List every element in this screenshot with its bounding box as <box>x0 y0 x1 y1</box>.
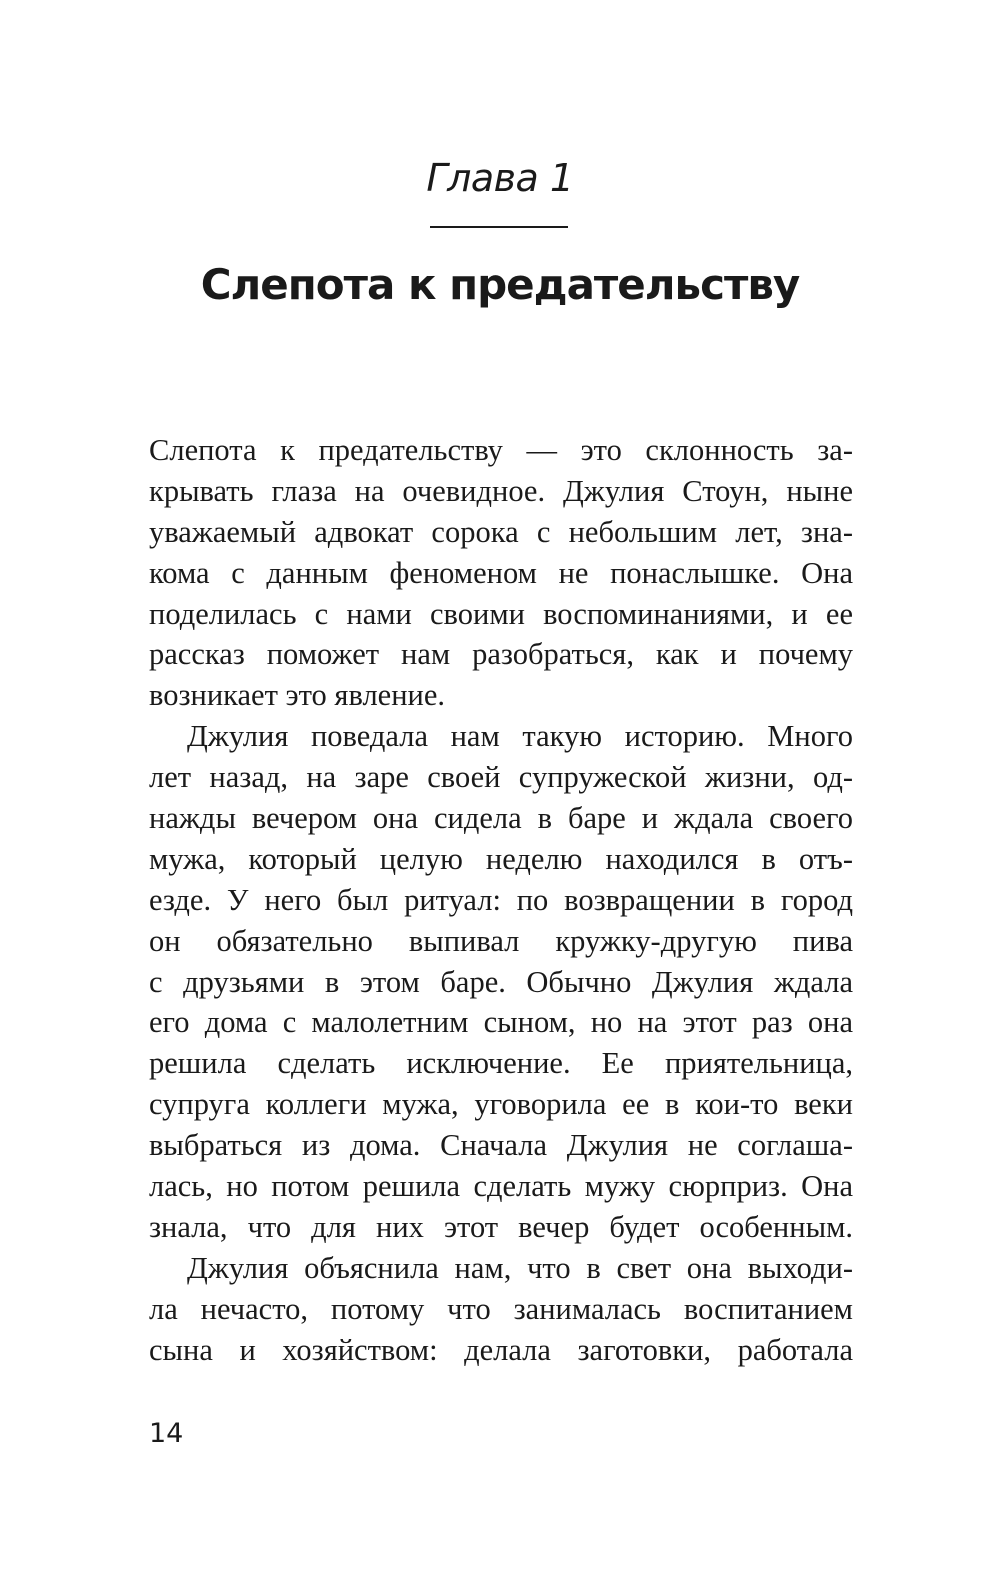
text-line: нажды вечером она сидела в баре и ждала своего <box>149 801 853 836</box>
page-number: 14 <box>149 1418 184 1449</box>
text-line: он обязательно выпивал кружку-другую пива <box>149 923 853 958</box>
text-line: с друзьями в этом баре. Обычно Джулия ждала <box>149 964 853 999</box>
text-line: лет назад, на заре своей супружеской жизни, од- <box>149 760 853 795</box>
chapter-title: Слепота к предательству <box>200 260 800 309</box>
text-line: выбраться из дома. Сначала Джулия не соглаша- <box>149 1128 853 1163</box>
text-line: лась, но потом решила сделать мужу сюрприз. Она <box>149 1169 853 1204</box>
text-line: езде. У него был ритуал: по возвращении в город <box>149 882 853 917</box>
body-text <box>149 430 853 1370</box>
text-line: кома с данным феноменом не понаслышке. Она <box>149 555 853 590</box>
text-line: мужа, который целую неделю находился в отъ- <box>149 841 853 876</box>
text-line: поделилась с нами своими воспоминаниями, и ее <box>149 596 853 631</box>
text-line: знала, что для них этот вечер будет особенным. <box>149 1209 853 1244</box>
text-line: возникает это явление. <box>149 678 446 713</box>
text-line: рассказ поможет нам разобраться, как и почему <box>149 637 853 672</box>
text-line: Джулия поведала нам такую историю. Много <box>187 719 853 754</box>
text-line: сына и хозяйством: делала заготовки, работала <box>149 1332 853 1367</box>
chapter-divider <box>430 226 568 228</box>
text-line: его дома с малолетним сыном, но на этот раз она <box>149 1005 853 1040</box>
text-line: ла нечасто, потому что занималась воспитанием <box>149 1291 853 1326</box>
chapter-label: Глава 1 <box>426 156 574 200</box>
text-line: Джулия объяснила нам, что в свет она выходи- <box>187 1250 853 1285</box>
text-line: решила сделать исключение. Ее приятельница, <box>149 1046 853 1081</box>
text-line: уважаемый адвокат сорока с небольшим лет, зна- <box>149 514 853 549</box>
text-line: супруга коллеги мужа, уговорила ее в кои-то веки <box>149 1087 853 1122</box>
text-line: крывать глаза на очевидное. Джулия Стоун, ныне <box>149 473 853 508</box>
text-line: Слепота к предательству — это склонность за- <box>149 433 853 467</box>
